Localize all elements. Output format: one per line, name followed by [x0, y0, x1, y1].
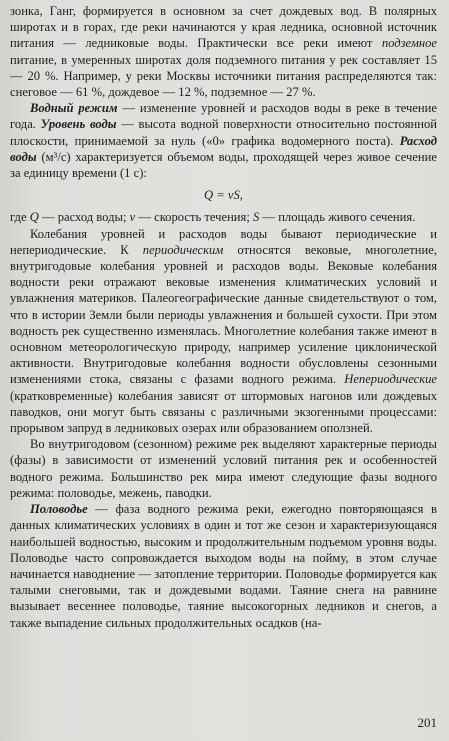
- italic-word: периодическим: [142, 242, 224, 257]
- term: Половодье: [30, 502, 88, 517]
- text-run: — изменение уровней и расходов воды в реке в течение года.: [10, 101, 437, 132]
- body-text: [10, 3, 437, 631]
- paragraph-continued: [10, 3, 437, 100]
- text-run: зонка, Ганг, формируется в основном за счет дождевых вод. В полярных широтах и в горах, где реки начинаются у края ледника, основной источник питания — ледниковые воды. Практически все реки имеют: [10, 4, 437, 51]
- paragraph-formula: [10, 187, 437, 203]
- paragraph-flood: [10, 501, 437, 631]
- text-run: относятся вековые, многолетние, внутригодовые колебания уровней и расходов воды. Вековые колебания водности реки отражают вековые изменения климатических условий и увлажнения материков. Палеогеографические данные свидетельствуют о том, что в истории Земли были периоды увлажнения и большей сухости. При этом водность рек существенно изменялась. Многолетние колебания также имеют в основном метеорологическую природу, например усиление циклонической активности. Внутригодовые колебания водности обусловлены сезонными изменениями стока, связаны с фазами водного режима.: [10, 242, 437, 387]
- italic-word: подземное: [381, 36, 437, 51]
- text-run: — фаза водного режима реки, ежегодно повторяющаяся в данных климатических условиях в один и тот же сезон и характеризующаяся наибольшей водностью, высоким и продолжительным подъемом уровня воды. Половодье часто сопровождается выходом воды на пойму, в этом случае начинается наводнение — затопление территории. Половодье формируется как талыми снеговыми, так и дождевыми водами. Таяние снега на равнине вызывает весеннее половодье, таяние высокогорных ледников и снегов, а также выпадение сильных продолжительных осадков (на-: [10, 502, 437, 630]
- italic-word: Q: [29, 210, 39, 225]
- text-run: Во внутригодовом (сезонном) режиме рек выделяют характерные периоды (фазы) в зависимости от изменений условий питания рек и особенностей водного режима. Большинство рек мира имеют следующие фазы водного режима: половодье, межень, паводки.: [10, 437, 437, 500]
- text-run: питание, в умеренных широтах доля подземного питания у рек составляет 15 — 20 %. Например, у реки Москвы источники питания распределяются так: снеговое — 61 %, дождевое — 12 %, подземное — 27 %.: [10, 52, 437, 100]
- paragraph-formula-legend: [10, 209, 437, 225]
- term: Уровень воды: [40, 117, 117, 132]
- text-run: (м³/с) характеризуется объемом воды, проходящей через живое сечение за единицу времени (1 с):: [10, 149, 437, 181]
- text-run: — расход воды;: [38, 210, 130, 225]
- text-run: (кратковременные) колебания зависят от штормовых нагонов или дождевых паводков, они могут быть связаны с различными экзогенными процессами: прорывом запруд в ледниковых озерах или образованием оползней.: [10, 388, 437, 436]
- italic-word: v: [129, 210, 136, 225]
- term: Водный режим: [30, 101, 118, 116]
- text-run: где: [10, 210, 30, 225]
- paragraph-phases: [10, 436, 437, 501]
- italic-word: Непериодические: [344, 372, 437, 387]
- text-run: — высота водной поверхности относительно постоянной плоскости, принимаемой за нуль («0» графика водомерного поста).: [10, 117, 438, 148]
- italic-word: S: [253, 210, 260, 225]
- text-run: — площадь живого сечения.: [259, 210, 416, 225]
- page-number: 201: [417, 715, 437, 730]
- text-run: — скорость течения;: [135, 210, 253, 225]
- text-run: Колебания уровней и расходов воды бывают периодические и непериодические. К: [10, 226, 437, 257]
- term: Расход воды: [10, 133, 437, 164]
- paragraph-water-regime: [10, 100, 437, 181]
- text-run: Q = vS,: [204, 188, 243, 203]
- paragraph-fluctuations: [10, 226, 437, 437]
